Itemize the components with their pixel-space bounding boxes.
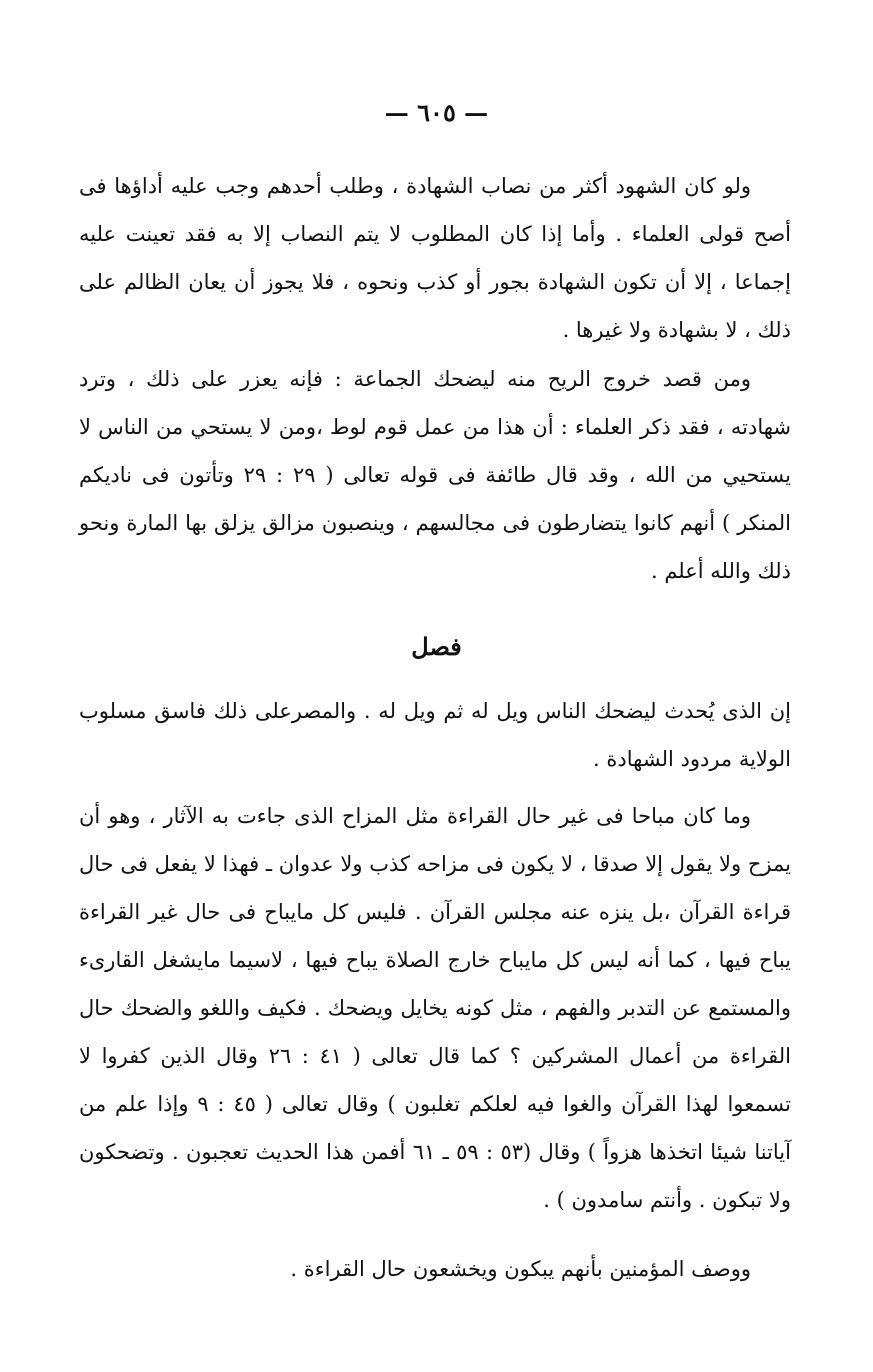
section-heading: فصل — [411, 632, 462, 661]
page-number: — ٦٠٥ — — [384, 98, 489, 127]
paragraph-mockery-ruling: ومن قصد خروج الريح منه ليضحك الجماعة : فإنه يعزر على ذلك ، وترد شهادته ، فقد ذكر العلماء : أن هذا من عمل قوم لوط ،ومن لا يستحي من الناس لا يستحيي من الله ، وقد قال طائفة فى قوله تعالى ( ٢٩ : ٢٩ وتأتون فى ناديكم المنكر ) أنهم كانوا يتضارطون فى مجالسهم ، وينصبون مزالق يزلق بها المارة ونحو ذلك والله أعلم . — [79, 367, 791, 583]
paragraph-jesting-during-recitation: وما كان مباحا فى غير حال القراءة مثل المزاح الذى جاءت به الآثار ، وهو أن يمزح ولا يقول إلا صدقا ، لا يكون فى مزاحه كذب ولا عدوان ـ فهذا لا يفعل فى حال قراءة القرآن ،بل ينزه عنه مجلس القرآن . فليس كل مايباح فى حال غير القراءة يباح فيها ، كما أنه ليس كل مايباح خارج الصلاة يباح فيها ، لاسيما مايشغل القارىء والمستمع عن التدبر والفهم ، مثل كونه يخايل ويضحك . فكيف واللغو والضحك حال القراءة من أعمال المشركين ؟ كما قال تعالى ( ٤١ : ٢٦ وقال الذين كفروا لا تسمعوا لهذا القرآن والغوا فيه لعلكم تغلبون ) وقال تعالى ( ٤٥ : ٩ وإذا علم من آياتنا شيئا اتخذها هزواً ) وقال (٥٣ : ٥٩ ـ ٦١ أفمن هذا الحديث تعجبون . وتضحكون ولا تبكون . وأنتم سامدون ) . — [79, 804, 791, 1212]
paragraph-witness-testimony: ولو كان الشهود أكثر من نصاب الشهادة ، وطلب أحدهم وجب عليه أداؤها فى أصح قولى العلماء . وأما إذا كان المطلوب لا يتم النصاب إلا به فقد تعينت عليه إجماعا ، إلا أن تكون الشهادة بجور أو كذب ونحوه ، فلا يجوز أن يعان الظالم على ذلك ، لا بشهادة ولا غيرها . — [79, 174, 791, 342]
paragraph-believers-weeping: ووصف المؤمنين بأنهم يبكون ويخشعون حال القراءة . — [290, 1257, 751, 1281]
paragraph-laughter-warning: إن الذى يُحدث ليضحك الناس ويل له ثم ويل له . والمصرعلى ذلك فاسق مسلوب الولاية مردود الشهادة . — [79, 699, 791, 771]
